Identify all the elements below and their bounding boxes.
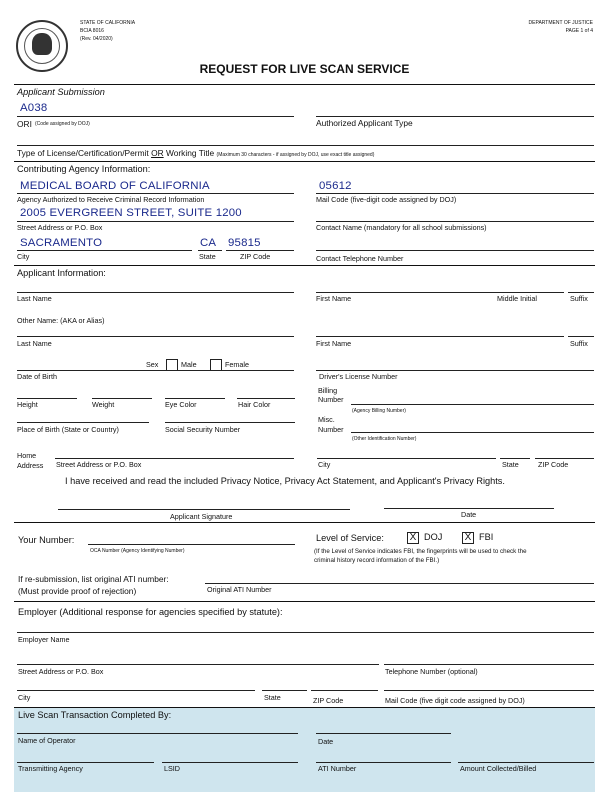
middle-initial-label: Middle Initial xyxy=(497,294,537,303)
employer-street-label: Street Address or P.O. Box xyxy=(18,667,104,676)
home-street-label: Street Address or P.O. Box xyxy=(56,460,142,469)
eye-color-label: Eye Color xyxy=(165,400,197,409)
applicant-heading: Applicant Information: xyxy=(17,268,106,278)
home-city-label: City xyxy=(318,460,331,469)
ati-number-label: ATI Number xyxy=(318,764,357,773)
last-name-label: Last Name xyxy=(17,294,52,303)
page-number: PAGE 1 of 4 xyxy=(565,28,593,34)
dob-label: Date of Birth xyxy=(17,372,57,381)
revision: (Rev. 04/2020) xyxy=(80,36,113,42)
your-number-label: Your Number: xyxy=(18,535,75,545)
agency-name-value[interactable]: MEDICAL BOARD OF CALIFORNIA xyxy=(20,180,210,192)
type-license-label: Type of License/Certification/Permit OR Working Title (Maximum 30 characters - if assigned by DOJ, use exact title assigned) xyxy=(17,148,375,158)
lsid-label: LSID xyxy=(164,764,180,773)
authorized-applicant-type-label: Authorized Applicant Type xyxy=(316,118,413,128)
employer-state-label: State xyxy=(264,693,281,702)
contact-name-label: Contact Name (mandatory for all school submissions) xyxy=(316,223,487,232)
street-label: Street Address or P.O. Box xyxy=(17,223,103,232)
applicant-submission-heading: Applicant Submission xyxy=(17,87,105,97)
contact-phone-label: Contact Telephone Number xyxy=(316,254,404,263)
doj-label: DOJ xyxy=(424,532,443,542)
state-label: State xyxy=(199,252,216,261)
zip-value[interactable]: 95815 xyxy=(228,237,261,249)
city-value[interactable]: SACRAMENTO xyxy=(20,237,103,249)
employer-mail-code-label: Mail Code (five digit code assigned by DOJ) xyxy=(385,696,525,705)
operator-label: Name of Operator xyxy=(18,736,76,745)
suffix-2-label: Suffix xyxy=(570,339,588,348)
signature-label: Applicant Signature xyxy=(170,512,233,521)
ssn-label: Social Security Number xyxy=(165,425,241,434)
employer-city-label: City xyxy=(18,693,31,702)
doj-checkbox[interactable]: X xyxy=(407,532,419,544)
ori-note: (Code assigned by DOJ) xyxy=(35,121,90,127)
mail-code-label: Mail Code (five-digit code assigned by DOJ) xyxy=(316,195,457,204)
employer-name-label: Employer Name xyxy=(18,635,70,644)
male-label: Male xyxy=(181,360,197,369)
drivers-license-label: Driver's License Number xyxy=(319,372,398,381)
signature-date-label: Date xyxy=(461,510,477,519)
resubmission-label: If re-submission, list original ATI number: xyxy=(18,574,169,584)
mail-code-value[interactable]: 05612 xyxy=(319,180,352,192)
employer-phone-label: Telephone Number (optional) xyxy=(385,667,478,676)
agency-name-label: Agency Authorized to Receive Criminal Record Information xyxy=(17,195,205,204)
employer-zip-label: ZIP Code xyxy=(313,696,344,705)
transmitting-agency-label: Transmitting Agency xyxy=(18,764,83,773)
female-label: Female xyxy=(225,360,249,369)
original-ati-label: Original ATI Number xyxy=(207,585,272,594)
agency-billing-note: (Agency Billing Number) xyxy=(352,408,406,414)
zip-label: ZIP Code xyxy=(240,252,271,261)
sex-label: Sex xyxy=(146,360,159,369)
oca-note: OCA Number (Agency Identifying Number) xyxy=(90,548,185,554)
state-value[interactable]: CA xyxy=(200,237,217,249)
place-of-birth-label: Place of Birth (State or Country) xyxy=(17,425,119,434)
employer-heading: Employer (Additional response for agencies specified by statute): xyxy=(18,607,283,617)
billing-number-label: Number xyxy=(318,395,344,404)
privacy-statement: I have received and read the included Privacy Notice, Privacy Act Statement, and Applicant's Privacy Rights. xyxy=(65,476,505,486)
height-label: Height xyxy=(17,400,38,409)
ori-label: ORI xyxy=(17,119,32,129)
home-state-label: State xyxy=(502,460,519,469)
proof-label: (Must provide proof of rejection) xyxy=(18,586,137,596)
city-label: City xyxy=(17,252,30,261)
transaction-date-label: Date xyxy=(318,737,334,746)
street-value[interactable]: 2005 EVERGREEN STREET, SUITE 1200 xyxy=(20,207,242,219)
other-name-label: Other Name: (AKA or Alias) xyxy=(17,316,105,325)
state-label: STATE OF CALIFORNIA xyxy=(80,20,136,26)
last-name-2-label: Last Name xyxy=(17,339,52,348)
transaction-heading: Live Scan Transaction Completed By: xyxy=(18,710,172,720)
suffix-label: Suffix xyxy=(570,294,588,303)
hair-color-label: Hair Color xyxy=(238,400,271,409)
home-zip-label: ZIP Code xyxy=(538,460,569,469)
misc-label: Misc. xyxy=(318,415,335,424)
address-label: Address xyxy=(17,461,44,470)
amount-label: Amount Collected/Billed xyxy=(460,764,537,773)
department-label: DEPARTMENT OF JUSTICE xyxy=(528,20,593,26)
level-of-service-label: Level of Service: xyxy=(316,533,384,543)
fbi-label: FBI xyxy=(479,532,494,542)
form-title: REQUEST FOR LIVE SCAN SERVICE xyxy=(199,62,410,76)
form-number: BCIA 8016 xyxy=(80,28,104,34)
weight-label: Weight xyxy=(92,400,115,409)
misc-number-label: Number xyxy=(318,425,344,434)
billing-label: Billing xyxy=(318,386,338,395)
agency-heading: Contributing Agency Information: xyxy=(17,164,151,174)
fbi-note-1: (If the Level of Service indicates FBI, the fingerprints will be used to check the xyxy=(314,548,527,555)
home-label: Home xyxy=(17,451,37,460)
fbi-note-2: criminal history record information of the FBI.) xyxy=(314,557,440,564)
other-id-note: (Other Identification Number) xyxy=(352,436,417,442)
fbi-checkbox[interactable]: X xyxy=(462,532,474,544)
ori-value[interactable]: A038 xyxy=(20,102,48,114)
first-name-label: First Name xyxy=(316,294,352,303)
first-name-2-label: First Name xyxy=(316,339,352,348)
